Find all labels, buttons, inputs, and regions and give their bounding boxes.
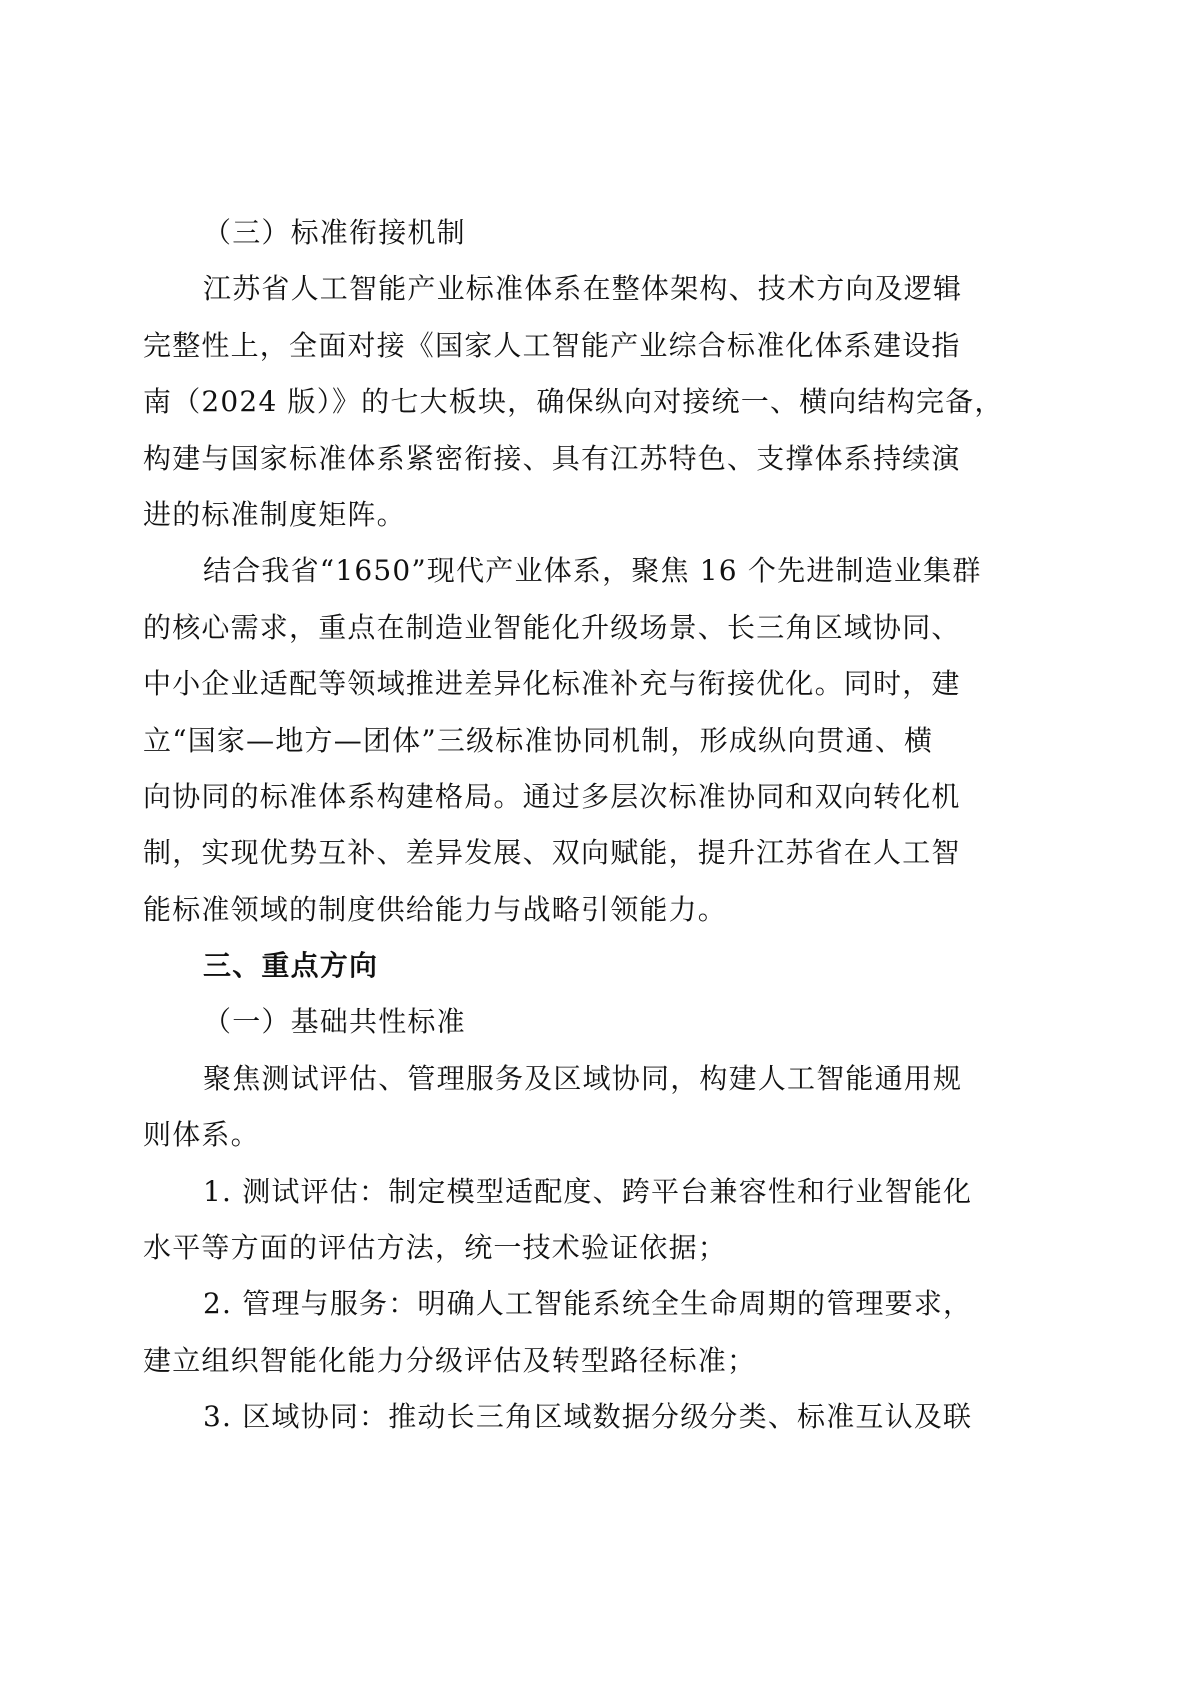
text-line: 2. 管理与服务：明确人工智能系统全生命周期的管理要求， xyxy=(203,1287,973,1321)
text-line: 1. 测试评估：制定模型适配度、跨平台兼容性和行业智能化 xyxy=(203,1174,973,1208)
paragraph-national-alignment xyxy=(143,261,1003,543)
text-line: 3. 区域协同：推动长三角区域数据分级分类、标准互认及联 xyxy=(203,1400,973,1434)
subheading-basic-common-standards: （一）基础共性标准 xyxy=(203,1005,466,1039)
text-line: 结合我省“1650”现代产业体系，聚焦 16 个先进制造业集群 xyxy=(203,554,982,588)
document-page xyxy=(143,205,1003,1446)
subheading-standard-linkage: （三）标准衔接机制 xyxy=(203,216,466,249)
list-item-testing-evaluation xyxy=(143,1164,1003,1277)
text-line: 构建与国家标准体系紧密衔接、具有江苏特色、支撑体系持续演 xyxy=(143,441,961,475)
list-item-regional-coordination xyxy=(143,1389,1003,1445)
text-line: 南（2024 版）》的七大板块，确保纵向对接统一、横向结构完备， xyxy=(143,385,1004,419)
text-line: 制，实现优势互补、差异发展、双向赋能，提升江苏省在人工智 xyxy=(143,836,961,870)
text-line: 能标准领域的制度供给能力与战略引领能力。 xyxy=(143,892,728,926)
text-line: 建立组织智能化能力分级评估及转型路径标准； xyxy=(143,1343,757,1377)
text-line: 江苏省人工智能产业标准体系在整体架构、技术方向及逻辑 xyxy=(203,272,963,306)
text-line: 立“国家—地方—团体”三级标准协同机制，形成纵向贯通、横 xyxy=(143,723,934,757)
paragraph-1650-industry xyxy=(143,543,1003,938)
text-line: 中小企业适配等领域推进差异化标准补充与衔接优化。同时，建 xyxy=(143,667,961,701)
text-line: 向协同的标准体系构建格局。通过多层次标准协同和双向转化机 xyxy=(143,779,961,813)
heading-key-directions: 三、重点方向 xyxy=(203,949,379,983)
text-line: 水平等方面的评估方法，统一技术验证依据； xyxy=(143,1231,728,1265)
text-line: 则体系。 xyxy=(143,1118,260,1152)
text-line: 进的标准制度矩阵。 xyxy=(143,497,406,531)
paragraph-focus xyxy=(143,1051,1003,1164)
text-line: 完整性上，全面对接《国家人工智能产业综合标准化体系建设指 xyxy=(143,328,961,362)
text-line: 的核心需求，重点在制造业智能化升级场景、长三角区域协同、 xyxy=(143,610,961,644)
list-item-management-service xyxy=(143,1276,1003,1389)
text-line: 聚焦测试评估、管理服务及区域协同，构建人工智能通用规 xyxy=(203,1061,963,1095)
